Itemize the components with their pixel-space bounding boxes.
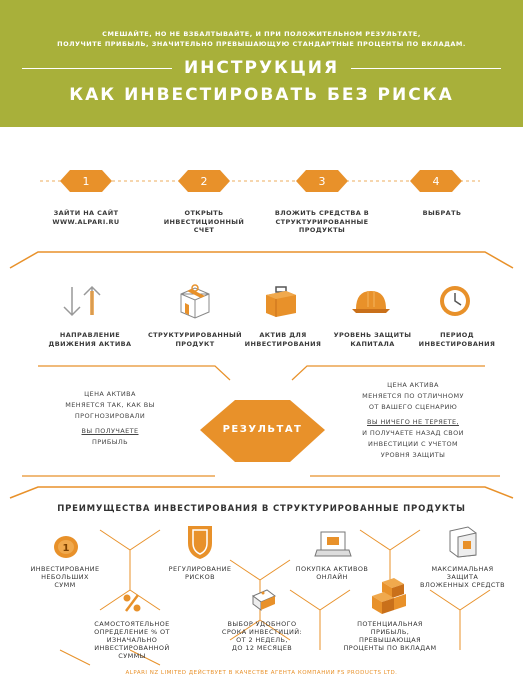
alpari-link[interactable]: WWW.ALPARI.RU bbox=[52, 217, 120, 226]
advantage-potential-profit: ПОТЕНЦИАЛЬНАЯ ПРИБЫЛЬ, ПРЕВЫШАЮЩАЯ ПРОЦЕНТЫ ПО ВКЛАДАМ bbox=[343, 620, 437, 652]
result-label: РЕЗУЛЬТАТ bbox=[222, 424, 303, 435]
page-title-line1: ИНСТРУКЦИЯ bbox=[183, 58, 340, 78]
stacked-boxes-icon bbox=[368, 578, 412, 618]
result-right-text: ЦЕНА АКТИВА МЕНЯЕТСЯ ПО ОТЛИЧНОМУ ОТ ВАШЕГО СЦЕНАРИЮ ВЫ НИЧЕГО НЕ ТЕРЯЕТЕ, И ПОЛУЧАЕТЕ НАЗАД СВОИ ИНВЕСТИЦИИ С УЧЕТОМ УРОВНЯ ЗАЩИТЫ bbox=[333, 380, 493, 461]
advantage-max-protection: МАКСИМАЛЬНАЯ ЗАЩИТА ВЛОЖЕННЫХ СРЕДСТВ bbox=[419, 565, 505, 589]
factor-product-label: СТРУКТУРИРОВАННЫЙ ПРОДУКТ bbox=[147, 331, 243, 348]
result-left-text: ЦЕНА АКТИВА МЕНЯЕТСЯ ТАК, КАК ВЫ ПРОГНОЗИРОВАЛИ ВЫ ПОЛУЧАЕТЕ ПРИБЫЛЬ bbox=[35, 389, 185, 448]
hard-hat-icon bbox=[350, 285, 392, 317]
laptop-icon bbox=[313, 528, 353, 560]
advantages-title: ПРЕИМУЩЕСТВА ИНВЕСТИРОВАНИЯ В СТРУКТУРИРОВАННЫЕ ПРОДУКТЫ bbox=[57, 504, 466, 514]
step-2-text: ОТКРЫТЬ ИНВЕСТИЦИОННЫЙ СЧЕТ bbox=[163, 209, 245, 234]
step-3-number: 3 bbox=[318, 174, 326, 188]
safe-icon bbox=[446, 523, 480, 559]
step-4-number: 4 bbox=[432, 174, 440, 188]
briefcase-icon bbox=[262, 283, 300, 319]
factor-asset-label: АКТИВ ДЛЯ ИНВЕСТИРОВАНИЯ bbox=[244, 331, 322, 348]
clock-icon bbox=[436, 283, 474, 319]
header-subtitle-line1: СМЕШАЙТЕ, НО НЕ ВЗБАЛТЫВАЙТЕ, И ПРИ ПОЛОЖИТЕЛЬНОМ РЕЗУЛЬТАТЕ, bbox=[102, 30, 421, 38]
step-1-number: 1 bbox=[82, 174, 90, 188]
factor-protection-label: УРОВЕНЬ ЗАЩИТЫ КАПИТАЛА bbox=[333, 331, 412, 348]
profit-link[interactable]: ВЫ ПОЛУЧАЕТЕ bbox=[81, 427, 139, 435]
step-3-text: ВЛОЖИТЬ СРЕДСТВА В СТРУКТУРИРОВАННЫЕ ПРОДУКТЫ bbox=[274, 209, 370, 234]
advantage-online-purchase: ПОКУПКА АКТИВОВ ОНЛАЙН bbox=[295, 565, 369, 581]
footer-disclaimer: ALPARI NZ LIMITED ДЕЙСТВУЕТ В КАЧЕСТВЕ АГЕНТА КОМПАНИИ FS PRODUCTS LTD. bbox=[125, 670, 398, 676]
shield-icon bbox=[183, 521, 217, 561]
advantage-percent-choice: САМОСТОЯТЕЛЬНОЕ ОПРЕДЕЛЕНИЕ % ОТ ИЗНАЧАЛЬНО ИНВЕСТИРОВАННОЙ СУММЫ bbox=[94, 620, 170, 660]
factor-direction-label: НАПРАВЛЕНИЕ ДВИЖЕНИЯ АКТИВА bbox=[48, 331, 132, 348]
gift-box-icon bbox=[175, 280, 215, 320]
advantage-small-sums: ИНВЕСТИРОВАНИЕ НЕБОЛЬШИХ СУММ bbox=[30, 565, 100, 589]
step-2-number: 2 bbox=[200, 174, 208, 188]
advantage-term-choice: ВЫБОР УДОБНОГО СРОКА ИНВЕСТИЦИЙ: ОТ 2 НЕДЕЛЬ, ДО 12 МЕСЯЦЕВ bbox=[221, 620, 303, 652]
svg-text:1: 1 bbox=[62, 543, 70, 554]
step-4-text: ВЫБРАТЬ bbox=[422, 209, 462, 217]
header-subtitle-line2: ПОЛУЧИТЕ ПРИБЫЛЬ, ЗНАЧИТЕЛЬНО ПРЕВЫШАЮЩУЮ СТАНДАРТНЫЕ ПРОЦЕНТЫ ПО ВКЛАДАМ. bbox=[57, 40, 466, 48]
factor-period-label: ПЕРИОД ИНВЕСТИРОВАНИЯ bbox=[418, 331, 496, 348]
percent-icon bbox=[120, 591, 144, 615]
coin-icon bbox=[49, 533, 83, 561]
calendar-icon bbox=[249, 586, 279, 614]
step-1-text: ЗАЙТИ НА САЙТ WWW.ALPARI.RU bbox=[36, 209, 136, 226]
no-loss-link[interactable]: ВЫ НИЧЕГО НЕ ТЕРЯЕТЕ, bbox=[367, 418, 459, 426]
page-title-line2: КАК ИНВЕСТИРОВАТЬ БЕЗ РИСКА bbox=[69, 85, 454, 105]
arrows-updown-icon bbox=[60, 283, 106, 319]
advantage-risk-control: РЕГУЛИРОВАНИЕ РИСКОВ bbox=[168, 565, 232, 581]
